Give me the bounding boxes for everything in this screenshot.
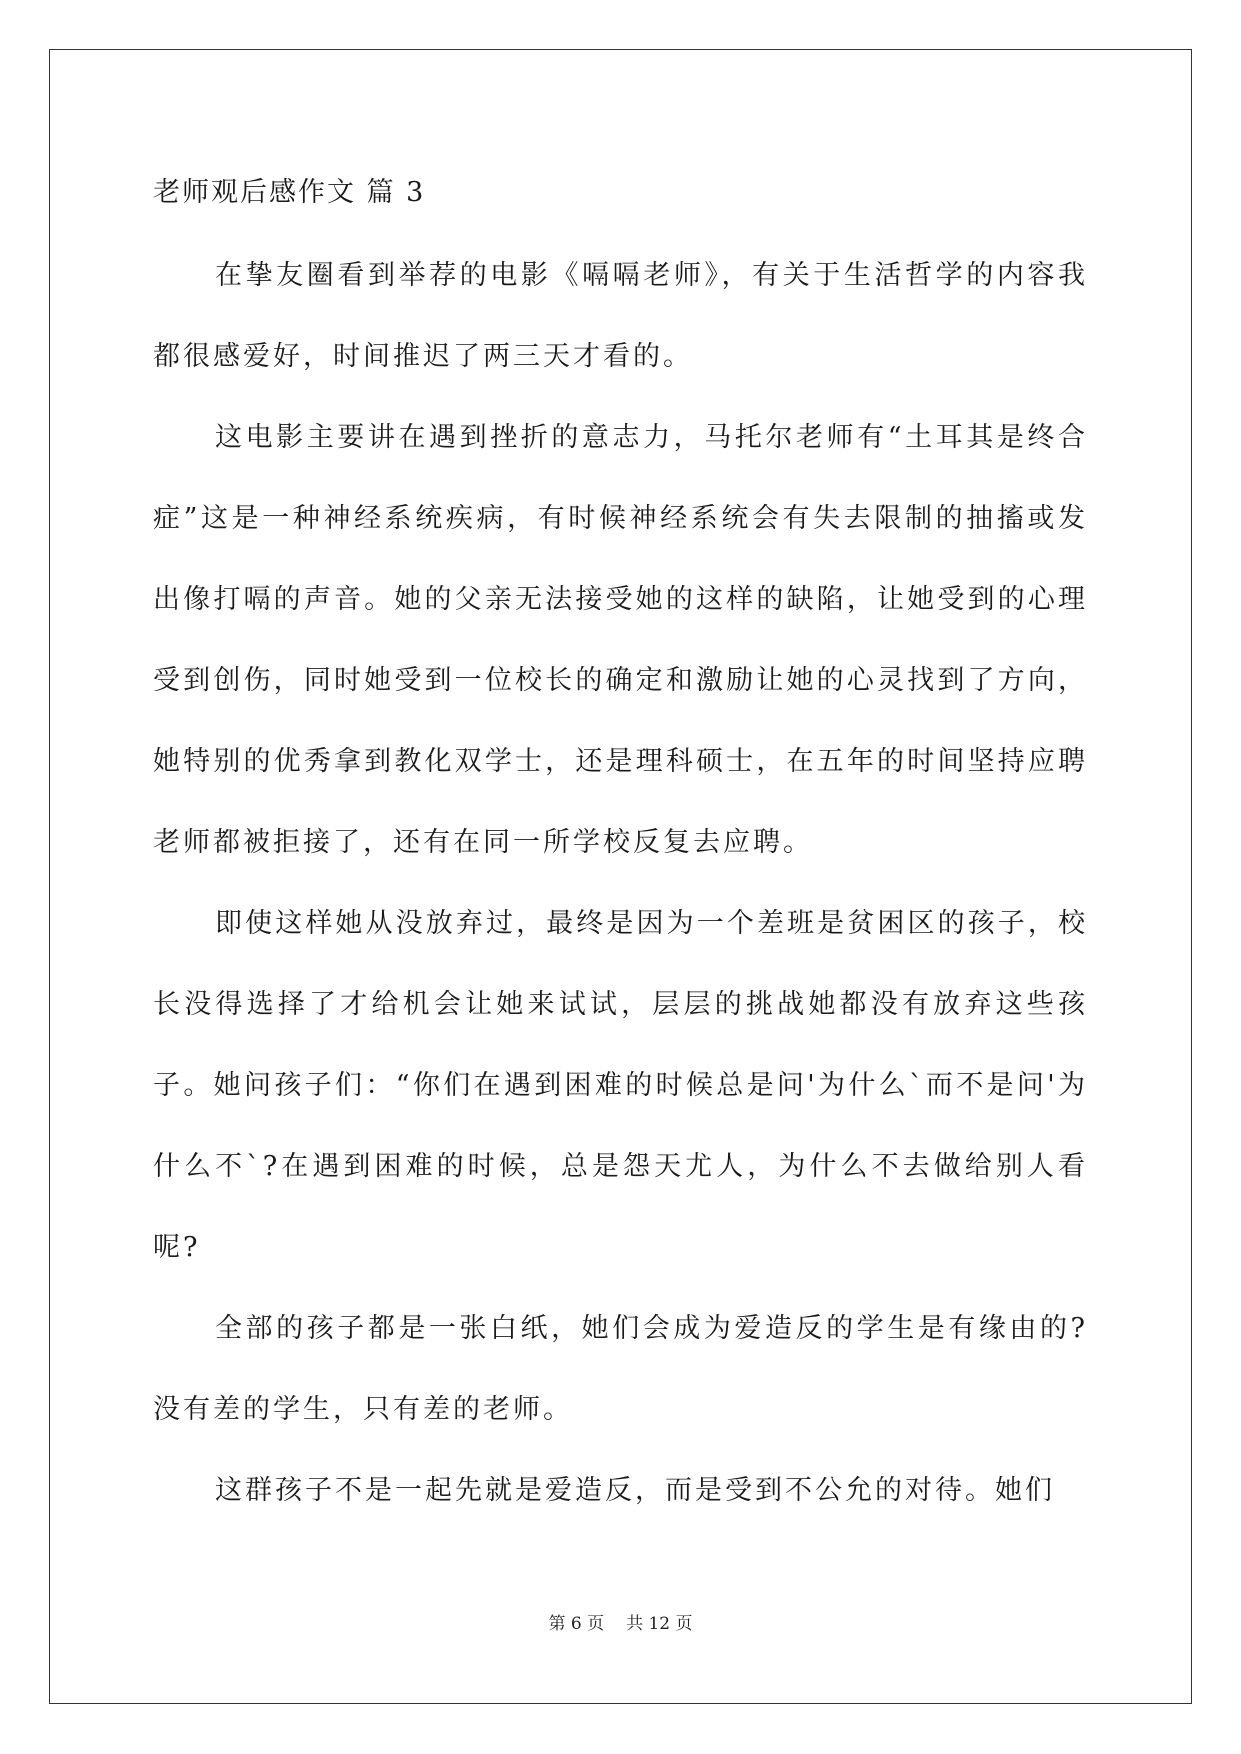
document-body [153,163,1088,1531]
paragraph-1: 在挚友圈看到举荐的电影《嗝嗝老师》，有关于生活哲学的内容我都很感爱好，时间推迟了两三天才看的。 [153,260,1088,372]
paragraph-5: 这群孩子不是一起先就是爱造反，而是受到不公允的对待。她们 [215,1475,1055,1506]
essay-title: 老师观后感作文 篇 3 [153,177,426,208]
paragraph-2: 这电影主要讲在遇到挫折的意志力，马托尔老师有“土耳其是终合症”这是一种神经系统疾病，有时候神经系统会有失去限制的抽搐或发出像打嗝的声音。她的父亲无法接受她的这样的缺陷，让她受到的心理受到创伤，同时她受到一位校长的确定和激励让她的心灵找到了方向，她特别的优秀拿到教化双学士，还是理科硕士，在五年的时间坚持应聘老师都被拒接了，还有在同一所学校反复去应聘。 [153,422,1088,858]
paragraph-3: 即使这样她从没放弃过，最终是因为一个差班是贫困区的孩子，校长没得选择了才给机会让她来试试，层层的挑战她都没有放弃这些孩子。她问孩子们：“你们在遇到困难的时候总是问'为什么`而不是问'为什么不`?在遇到困难的时候，总是怨天尤人，为什么不去做给别人看呢? [153,908,1088,1263]
paragraph-4: 全部的孩子都是一张白纸，她们会成为爱造反的学生是有缘由的?没有差的学生，只有差的老师。 [153,1313,1088,1425]
page-footer [0,1612,1241,1636]
page-number: 第 6 页 [548,1614,605,1634]
page-total: 共 12 页 [626,1614,693,1634]
